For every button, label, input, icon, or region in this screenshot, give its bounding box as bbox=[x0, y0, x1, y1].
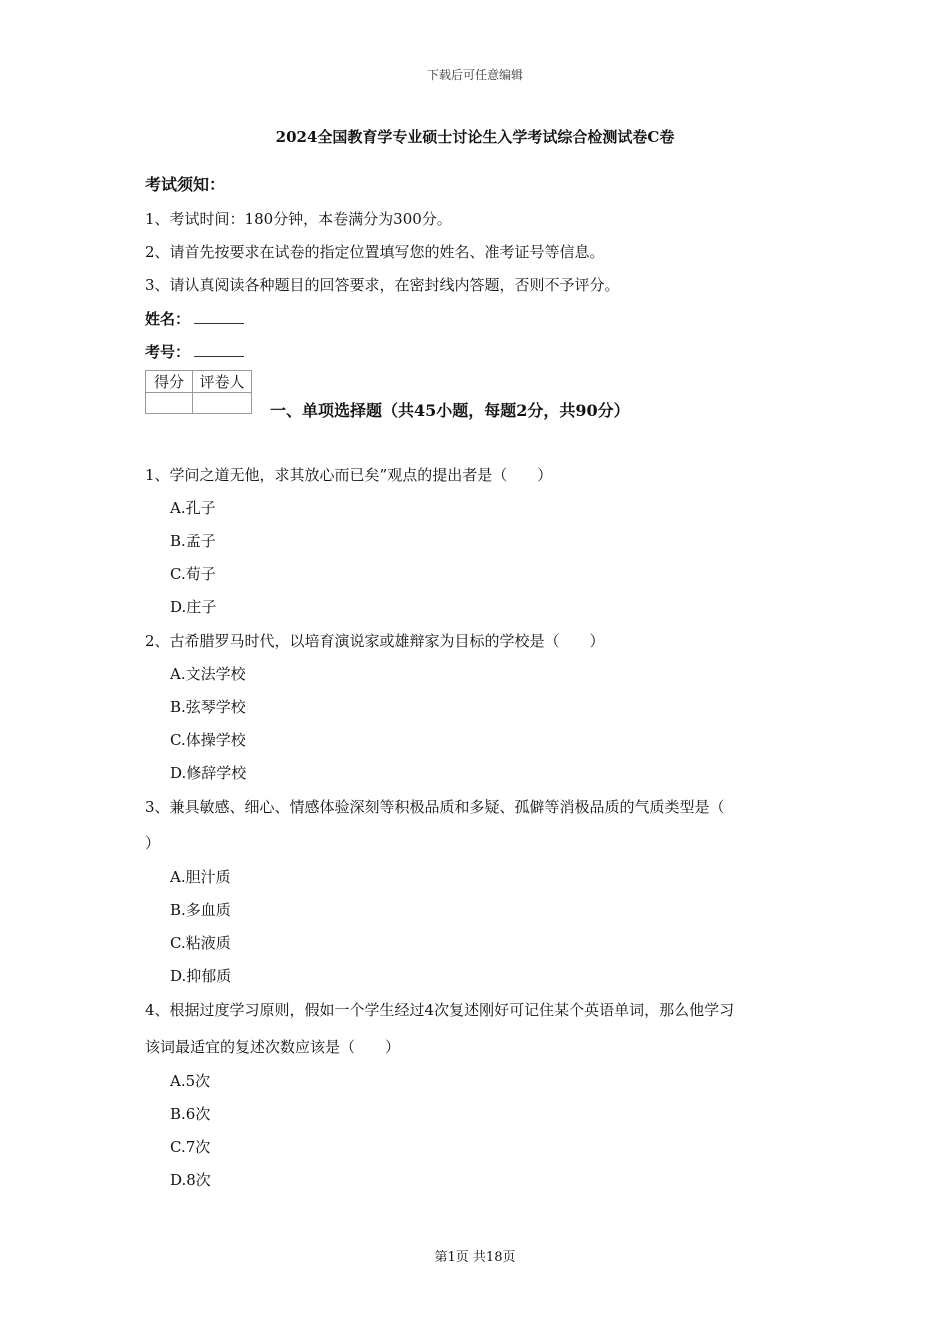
score-cell[interactable] bbox=[146, 393, 193, 414]
question-3-stem-continued: ） bbox=[145, 834, 161, 852]
question-4-option-a: A.5次 bbox=[170, 1072, 211, 1090]
name-label: 姓名： bbox=[145, 310, 191, 328]
question-2-stem: 2、古希腊罗马时代，以培育演说家或雄辩家为目标的学校是（ ） bbox=[145, 632, 605, 650]
question-1-option-a: A.孔子 bbox=[170, 499, 216, 517]
notice-item: 1、考试时间：180分钟，本卷满分为300分。 bbox=[145, 210, 452, 228]
id-blank[interactable] bbox=[194, 344, 244, 357]
notice-item: 2、请首先按要求在试卷的指定位置填写您的姓名、准考证号等信息。 bbox=[145, 243, 605, 261]
notice-item: 3、请认真阅读各种题目的回答要求，在密封线内答题，否则不予评分。 bbox=[145, 276, 620, 294]
question-4-option-b: B.6次 bbox=[170, 1105, 211, 1123]
question-3-option-c: C.粘液质 bbox=[170, 934, 231, 952]
score-table bbox=[145, 370, 252, 414]
id-field bbox=[145, 341, 244, 362]
question-1-option-d: D.庄子 bbox=[170, 598, 217, 616]
question-1-stem: 1、学问之道无他，求其放心而已矣”观点的提出者是（ ） bbox=[145, 466, 553, 484]
id-label: 考号： bbox=[145, 343, 191, 361]
name-blank[interactable] bbox=[194, 311, 244, 324]
question-1-option-b: B.孟子 bbox=[170, 532, 216, 550]
grader-cell[interactable] bbox=[193, 393, 252, 414]
grader-header: 评卷人 bbox=[193, 371, 252, 393]
page-number: 第1页 共18页 bbox=[434, 1250, 516, 1265]
question-2-option-a: A.文法学校 bbox=[170, 665, 246, 683]
score-header: 得分 bbox=[146, 371, 193, 393]
question-3-option-a: A.胆汁质 bbox=[170, 868, 231, 886]
question-2-option-d: D.修辞学校 bbox=[170, 764, 247, 782]
question-4-stem: 4、根据过度学习原则，假如一个学生经过4次复述刚好可记住某个英语单词，那么他学习 bbox=[145, 1001, 735, 1019]
question-3-option-d: D.抑郁质 bbox=[170, 967, 232, 985]
question-1-option-c: C.荀子 bbox=[170, 565, 216, 583]
question-4-option-d: D.8次 bbox=[170, 1171, 211, 1189]
question-2-option-b: B.弦琴学校 bbox=[170, 698, 246, 716]
section-title: 一、单项选择题（共45小题，每题2分，共90分） bbox=[270, 401, 630, 420]
document-title: 2024全国教育学专业硕士讨论生入学考试综合检测试卷C卷 bbox=[275, 128, 675, 146]
question-4-stem-continued: 该词最适宜的复述次数应该是（ ） bbox=[145, 1038, 401, 1056]
question-4-option-c: C.7次 bbox=[170, 1138, 211, 1156]
question-2-option-c: C.体操学校 bbox=[170, 731, 246, 749]
question-3-stem: 3、兼具敏感、细心、情感体验深刻等积极品质和多疑、孤僻等消极品质的气质类型是（ bbox=[145, 798, 725, 816]
question-3-option-b: B.多血质 bbox=[170, 901, 231, 919]
name-field bbox=[145, 308, 244, 329]
top-note: 下载后可任意编辑 bbox=[426, 68, 523, 82]
notice-heading: 考试须知： bbox=[145, 175, 226, 194]
